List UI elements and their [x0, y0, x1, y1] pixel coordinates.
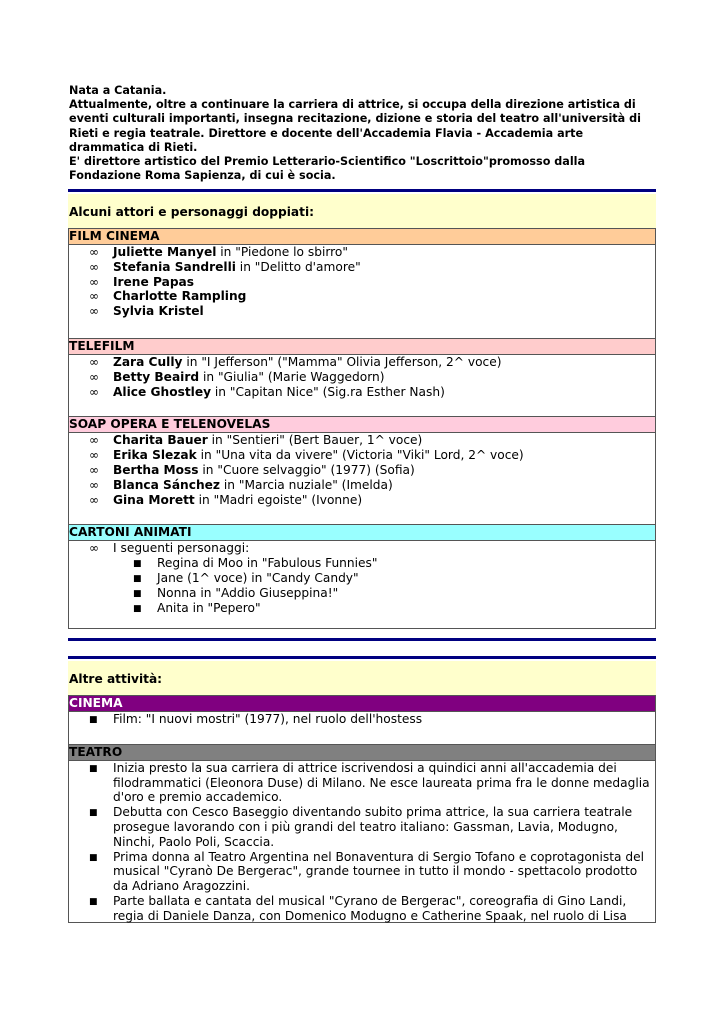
list-item: ■ Nonna in "Addio Giuseppina!": [133, 585, 339, 600]
list-item: ■ Parte ballata e cantata del musical "Cyrano de Bergerac", coreografia di Gino Landi, regia di Daniele Danza, con Domenico Modugno e Catherine Spaak, nel ruolo di Lisa: [89, 893, 627, 923]
cartoni-characters: [69, 556, 655, 615]
cartoni-list: [69, 541, 655, 556]
list-item: ∞ Erika Slezak in "Una vita da vivere" (Victoria "Viki" Lord, 2^ voce): [89, 448, 524, 463]
soap-opera-header: SOAP OPERA E TELENOVELAS: [69, 416, 655, 433]
intro-text: [69, 84, 659, 183]
list-item: ■ Jane (1^ voce) in "Candy Candy": [133, 570, 359, 585]
list-item: ∞ Stefania Sandrelli in "Delitto d'amore": [89, 259, 361, 274]
divider: [68, 638, 656, 641]
dubbing-heading: Alcuni attori e personaggi doppiati:: [68, 194, 656, 228]
list-item: ∞ Juliette Manyel in "Piedone lo sbirro": [89, 245, 348, 259]
list-item: ∞ Charita Bauer in "Sentieri" (Bert Bauer, 1^ voce): [89, 433, 423, 448]
telefilm-header: TELEFILM: [69, 338, 655, 355]
list-item: ∞ Bertha Moss in "Cuore selvaggio" (1977) (Sofia): [89, 462, 415, 477]
intro-award: E' direttore artistico del Premio Letterario-Scientifico "Loscrittoio"promosso dalla Fondazione Roma Sapienza, di cui è socia.: [69, 155, 586, 183]
divider: [68, 189, 656, 192]
teatro-header: TEATRO: [69, 744, 655, 761]
other-activities-box: [68, 695, 656, 923]
list-item: ■ Debutta con Cesco Baseggio diventando subito prima attrice, la sua carriera teatrale prosegue lavorando con i più grandi del teatro italiano: Gassman, Lavia, Modugno, Ninchi, Paolo Poli, Scaccia.: [89, 805, 633, 849]
list-item: ■ Anita in "Pepero": [133, 600, 261, 615]
list-item: ∞ Gina Morett in "Madri egoiste" (Ivonne): [89, 492, 363, 507]
list-item: ∞ Alice Ghostley in "Capitan Nice" (Sig.ra Esther Nash): [89, 384, 445, 399]
list-item: ■ Prima donna al Teatro Argentina nel Bonaventura di Sergio Tofano e coprotagonista del musical "Cyranò De Bergerac", grande tournee in tutto il mondo - spettacolo prodotto da Adriano Aragozzini.: [89, 849, 644, 894]
list-item: ∞ Betty Beaird in "Giulia" (Marie Waggedorn): [89, 369, 385, 384]
list-item: ■ Inizia presto la sua carriera di attrice iscrivendosi a quindici anni all'accademia dei filodrammatici (Eleonora Duse) di Milano. Ne esce laureata prima fra le donne medaglia d'oro e premio accademico.: [89, 760, 650, 805]
list-item: ∞ Sylvia Kristel: [89, 304, 204, 319]
soap-opera-list: [69, 433, 655, 507]
cartoni-header: CARTONI ANIMATI: [69, 524, 655, 541]
film-cinema-list: [69, 245, 655, 319]
other-activities-heading: Altre attività:: [68, 661, 656, 695]
intro-birthplace: Nata a Catania.: [69, 84, 167, 97]
intro-career: Attualmente, oltre a continuare la carriera di attrice, si occupa della direzione artistica di eventi culturali importanti, insegna recitazione, dizione e storia del teatro all'università di Rieti e regia teatrale. Direttore e docente dell'Accademia Flavia - Accademia arte drammatica di Rieti.: [69, 98, 641, 154]
list-item: ∞ Irene Papas: [89, 274, 195, 289]
telefilm-list: [69, 355, 655, 399]
list-item: ∞ Blanca Sánchez in "Marcia nuziale" (Imelda): [89, 477, 393, 492]
cinema-header: CINEMA: [69, 696, 655, 712]
divider: [68, 656, 656, 659]
list-item: ∞ I seguenti personaggi:: [89, 541, 250, 556]
list-item: ■ Regina di Moo in "Fabulous Funnies": [133, 556, 378, 571]
list-item: ■ Film: "I nuovi mostri" (1977), nel ruolo dell'hostess: [89, 712, 423, 726]
list-item: ∞ Zara Cully in "I Jefferson" ("Mamma" Olivia Jefferson, 2^ voce): [89, 354, 502, 369]
list-item: ∞ Charlotte Rampling: [89, 289, 247, 304]
cinema-list: [69, 712, 655, 727]
teatro-list: [69, 761, 655, 924]
dubbing-box: [68, 228, 656, 629]
film-cinema-header: FILM CINEMA: [69, 229, 655, 245]
